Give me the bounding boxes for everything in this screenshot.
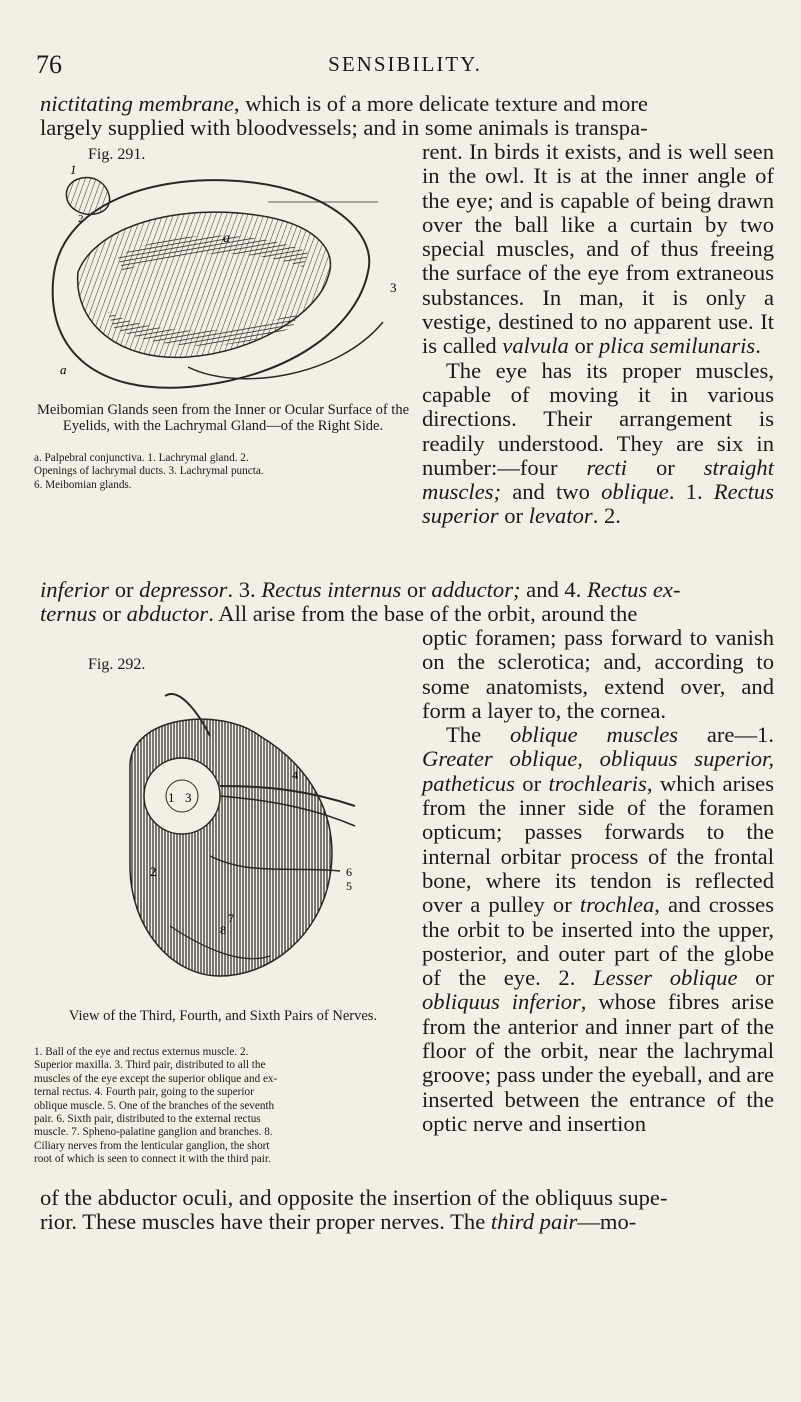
page-header <box>36 50 774 80</box>
text-line-2: largely supplied with bloodvessels; and in some animals is transpa- <box>40 116 648 140</box>
term-nictitating-membrane: nictitating membrane <box>40 92 234 116</box>
paragraph-optic-foramen: optic foramen; pass forward to vanish on the sclerotica; and, according to some anatomists, extend over, and form a layer to, the cornea. <box>422 625 774 723</box>
fig-291-legend: a. Palpebral conjunctiva. 1. Lachrymal gland. 2. Openings of lachrymal ducts. 3. Lachrymal puncta. 6. Meibomian glands. <box>34 452 264 491</box>
fig-292-mark-4: 4 <box>292 768 298 782</box>
fig-291-mark-a-top: a <box>223 231 230 246</box>
text-line-final-1: of the abductor oculi, and opposite the insertion of the obliquus supe- <box>40 1186 668 1210</box>
fig-292-illustration <box>110 676 360 996</box>
paragraph-nictitating: rent. In birds it exists, and is well seen in the owl. It is at the inner angle of the eye; and is capable of being drawn over the ball like a curtain by two special muscles, and of thus freeing the surface of the eye from extraneous substances. In man, it is only a vestige, destined to no apparent use. It is called valvula or plica semilunaris. <box>422 139 774 359</box>
fig-291-mark-3: 3 <box>390 280 397 295</box>
page-number: 76 <box>36 50 62 79</box>
fig-291-illustration <box>38 162 408 402</box>
fig-292-legend: 1. Ball of the eye and rectus externus muscle. 2. Superior maxilla. 3. Third pair, distributed to all the muscles of the eye except the superior oblique and ex- ternal rectus. 4. Fourth pair, going to the superior oblique muscle. 5. One of the branches of the seventh pair. 6. Sixth pair, distributed to the external rectus muscle. 7. Spheno-palatine ganglion and branches. 8. Ciliary nerves from the lenticular ganglion, the short root of which is seen to connect it with the third pair. <box>34 1046 278 1166</box>
text-line-inferior: inferior or depressor. 3. Rectus internus or adductor; and 4. Rectus ex- <box>40 578 681 602</box>
fig-291-mark-1: 1 <box>70 162 77 177</box>
fig-292-caption: View of the Third, Fourth, and Sixth Pairs of Nerves. <box>68 1008 378 1024</box>
fig-291-caption: Meibomian Glands seen from the Inner or Ocular Surface of the Eyelids, with the Lachrymal Gland—of the Right Side. <box>36 402 410 434</box>
column-block-1 <box>422 140 774 529</box>
text-line-1: nictitating membrane, which is of a more delicate texture and more <box>40 92 648 116</box>
fig-292-mark-3: 3 <box>185 790 192 805</box>
fig-292-mark-6: 6 <box>346 865 352 879</box>
fig-291-label: Fig. 291. <box>88 146 146 163</box>
text-line-final-2: rior. These muscles have their proper nerves. The third pair—mo- <box>40 1210 637 1234</box>
text-line-ternus: ternus or abductor. All arise from the base of the orbit, around the <box>40 602 638 626</box>
fig-291-mark-2: 2 <box>78 213 84 225</box>
fig-292-label: Fig. 292. <box>88 656 146 673</box>
column-block-2 <box>422 626 774 1136</box>
paragraph-eye-muscles: The eye has its proper muscles, capable of moving it in various directions. Their arrangement is readily understood. They are six in number:—four recti or straight muscles; and two oblique. 1. Rectus superior or levator. 2. <box>422 357 774 529</box>
fig-292-mark-5: 5 <box>346 879 352 893</box>
running-head: SENSIBILITY. <box>328 52 482 76</box>
paragraph-oblique-muscles: The oblique muscles are—1. Greater oblique, obliquus superior, patheticus or trochlearis, which arises from the inner side of the foramen opticum; passes forwards to the internal orbitar process of the frontal bone, where its tendon is reflected over a pulley or trochlea, and crosses the orbit to be inserted into the upper, posterior, and outer part of the globe of the eye. 2. Lesser oblique or obliquus inferior, whose fibres arise from the anterior and inner part of the floor of the orbit, near the lachrymal groove; pass under the eyeball, and are inserted between the entrance of the optic nerve and insertion <box>422 722 775 1136</box>
fig-292-mark-2: 2 <box>150 864 157 879</box>
fig-292-mark-1: 1 <box>168 790 175 805</box>
fig-292-mark-8: 8 <box>220 923 226 937</box>
fig-291-mark-a-left: a <box>60 362 67 377</box>
fig-292-mark-7: 7 <box>228 911 234 925</box>
